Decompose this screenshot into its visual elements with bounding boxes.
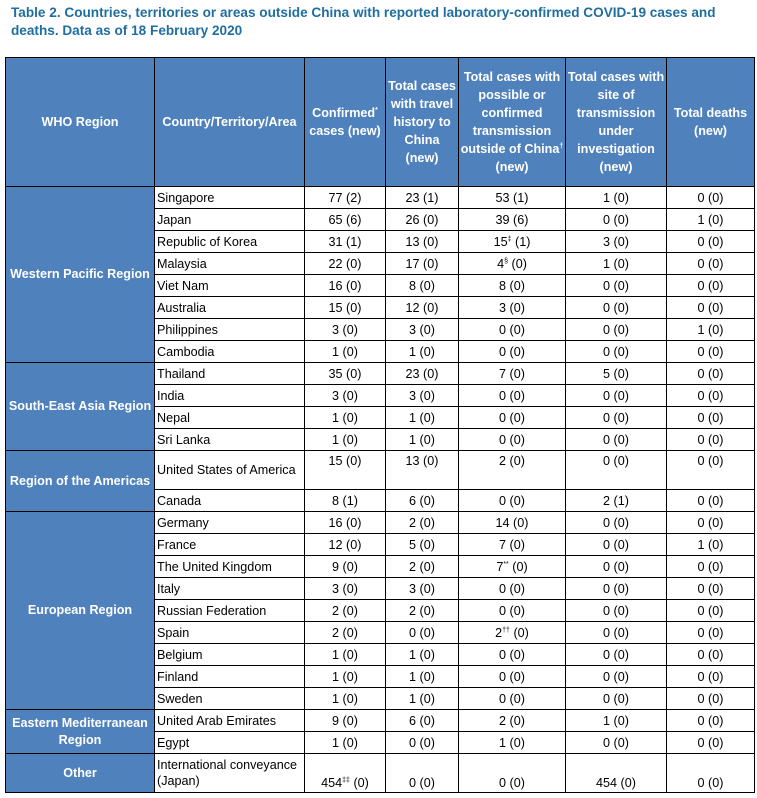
deaths-cell: 0 (0) xyxy=(667,754,755,793)
confirmed-cell: 1 (0) xyxy=(305,429,386,451)
travel-cell: 17 (0) xyxy=(386,253,459,275)
confirmed-cell: 454‡‡ (0) xyxy=(305,754,386,793)
country-cell: Egypt xyxy=(155,732,305,754)
header-total-deaths: Total deaths (new) xyxy=(667,58,755,187)
travel-cell: 0 (0) xyxy=(386,754,459,793)
footnote-mark: § xyxy=(504,257,509,265)
deaths-cell: 0 (0) xyxy=(667,385,755,407)
outside-cell: 4§ (0) xyxy=(459,253,566,275)
investigation-cell: 1 (0) xyxy=(566,253,667,275)
deaths-cell: 0 (0) xyxy=(667,363,755,385)
table-caption: Table 2. Countries, territories or areas outside China with reported laboratory-confirmed COVID-19 cases and deaths. Data as of 18 February 2020 xyxy=(11,5,716,38)
country-cell: Thailand xyxy=(155,363,305,385)
confirmed-cell: 22 (0) xyxy=(305,253,386,275)
confirmed-cell: 16 (0) xyxy=(305,275,386,297)
investigation-cell: 0 (0) xyxy=(566,600,667,622)
region-cell: European Region xyxy=(6,512,155,710)
investigation-cell: 0 (0) xyxy=(566,732,667,754)
country-cell: Canada xyxy=(155,490,305,512)
travel-cell: 2 (0) xyxy=(386,600,459,622)
country-cell: Sri Lanka xyxy=(155,429,305,451)
header-under-investigation: Total cases with site of transmission under investigation (new) xyxy=(566,58,667,187)
header-confirmed: Confirmed* cases (new) xyxy=(305,58,386,187)
investigation-cell: 0 (0) xyxy=(566,407,667,429)
deaths-cell: 0 (0) xyxy=(667,275,755,297)
country-cell: Viet Nam xyxy=(155,275,305,297)
header-row xyxy=(6,58,755,187)
outside-cell: 15‡ (1) xyxy=(459,231,566,253)
outside-cell: 0 (0) xyxy=(459,666,566,688)
outside-cell: 7 (0) xyxy=(459,363,566,385)
header-who-region: WHO Region xyxy=(6,58,155,187)
header-travel-history: Total cases with travel history to China (new) xyxy=(386,58,459,187)
travel-cell: 1 (0) xyxy=(386,666,459,688)
confirmed-cell: 1 (0) xyxy=(305,407,386,429)
table-row xyxy=(6,754,755,793)
confirmed-cell: 3 (0) xyxy=(305,319,386,341)
investigation-cell: 0 (0) xyxy=(566,534,667,556)
investigation-cell: 0 (0) xyxy=(566,666,667,688)
confirmed-cell: 9 (0) xyxy=(305,556,386,578)
region-cell: Western Pacific Region xyxy=(6,187,155,363)
investigation-cell: 0 (0) xyxy=(566,688,667,710)
country-cell: Spain xyxy=(155,622,305,644)
travel-cell: 2 (0) xyxy=(386,556,459,578)
outside-cell: 0 (0) xyxy=(459,407,566,429)
deaths-cell: 0 (0) xyxy=(667,512,755,534)
confirmed-cell: 1 (0) xyxy=(305,666,386,688)
deaths-cell: 0 (0) xyxy=(667,578,755,600)
confirmed-cell: 1 (0) xyxy=(305,732,386,754)
covid-cases-table xyxy=(5,57,755,793)
country-cell: International conveyance (Japan) xyxy=(155,754,305,793)
footnote-mark: † xyxy=(559,142,564,150)
outside-cell: 14 (0) xyxy=(459,512,566,534)
deaths-cell: 0 (0) xyxy=(667,622,755,644)
confirmed-cell: 35 (0) xyxy=(305,363,386,385)
deaths-cell: 0 (0) xyxy=(667,429,755,451)
travel-cell: 1 (0) xyxy=(386,341,459,363)
confirmed-cell: 2 (0) xyxy=(305,622,386,644)
travel-cell: 5 (0) xyxy=(386,534,459,556)
table-row xyxy=(6,451,755,490)
confirmed-cell: 15 (0) xyxy=(305,451,386,490)
investigation-cell: 0 (0) xyxy=(566,512,667,534)
confirmed-cell: 12 (0) xyxy=(305,534,386,556)
confirmed-cell: 1 (0) xyxy=(305,341,386,363)
investigation-cell: 0 (0) xyxy=(566,209,667,231)
deaths-cell: 0 (0) xyxy=(667,666,755,688)
investigation-cell: 1 (0) xyxy=(566,187,667,209)
deaths-cell: 0 (0) xyxy=(667,231,755,253)
deaths-cell: 0 (0) xyxy=(667,451,755,490)
travel-cell: 3 (0) xyxy=(386,385,459,407)
country-cell: Australia xyxy=(155,297,305,319)
investigation-cell: 3 (0) xyxy=(566,231,667,253)
deaths-cell: 0 (0) xyxy=(667,556,755,578)
travel-cell: 13 (0) xyxy=(386,231,459,253)
country-cell: Finland xyxy=(155,666,305,688)
travel-cell: 1 (0) xyxy=(386,429,459,451)
table-row xyxy=(6,363,755,385)
country-cell: Cambodia xyxy=(155,341,305,363)
investigation-cell: 5 (0) xyxy=(566,363,667,385)
travel-cell: 0 (0) xyxy=(386,622,459,644)
outside-cell: 2 (0) xyxy=(459,451,566,490)
footnote-mark: ‡‡ xyxy=(342,776,350,784)
confirmed-cell: 3 (0) xyxy=(305,578,386,600)
deaths-cell: 1 (0) xyxy=(667,209,755,231)
footnote-mark: †† xyxy=(502,626,510,634)
investigation-cell: 0 (0) xyxy=(566,451,667,490)
outside-cell: 3 (0) xyxy=(459,297,566,319)
travel-cell: 1 (0) xyxy=(386,407,459,429)
confirmed-cell: 16 (0) xyxy=(305,512,386,534)
country-cell: Singapore xyxy=(155,187,305,209)
confirmed-cell: 31 (1) xyxy=(305,231,386,253)
country-cell: India xyxy=(155,385,305,407)
outside-cell: 0 (0) xyxy=(459,754,566,793)
deaths-cell: 0 (0) xyxy=(667,341,755,363)
deaths-cell: 0 (0) xyxy=(667,688,755,710)
country-cell: Philippines xyxy=(155,319,305,341)
outside-cell: 8 (0) xyxy=(459,275,566,297)
deaths-cell: 0 (0) xyxy=(667,732,755,754)
investigation-cell: 0 (0) xyxy=(566,275,667,297)
deaths-cell: 0 (0) xyxy=(667,490,755,512)
outside-cell: 7 (0) xyxy=(459,534,566,556)
outside-cell: 0 (0) xyxy=(459,600,566,622)
investigation-cell: 454 (0) xyxy=(566,754,667,793)
investigation-cell: 0 (0) xyxy=(566,297,667,319)
country-cell: Russian Federation xyxy=(155,600,305,622)
confirmed-cell: 77 (2) xyxy=(305,187,386,209)
outside-cell: 7** (0) xyxy=(459,556,566,578)
footnote-mark: * xyxy=(375,106,378,114)
table-body xyxy=(6,187,755,793)
investigation-cell: 1 (0) xyxy=(566,710,667,732)
travel-cell: 8 (0) xyxy=(386,275,459,297)
region-cell: South-East Asia Region xyxy=(6,363,155,451)
deaths-cell: 0 (0) xyxy=(667,407,755,429)
investigation-cell: 0 (0) xyxy=(566,578,667,600)
country-cell: Sweden xyxy=(155,688,305,710)
travel-cell: 6 (0) xyxy=(386,490,459,512)
footnote-mark: ‡ xyxy=(507,235,512,243)
deaths-cell: 0 (0) xyxy=(667,253,755,275)
deaths-cell: 0 (0) xyxy=(667,297,755,319)
header-country: Country/Territory/Area xyxy=(155,58,305,187)
investigation-cell: 2 (1) xyxy=(566,490,667,512)
table-row xyxy=(6,710,755,732)
investigation-cell: 0 (0) xyxy=(566,556,667,578)
deaths-cell: 0 (0) xyxy=(667,644,755,666)
region-cell: Other xyxy=(6,754,155,793)
investigation-cell: 0 (0) xyxy=(566,644,667,666)
outside-cell: 0 (0) xyxy=(459,341,566,363)
country-cell: United Arab Emirates xyxy=(155,710,305,732)
outside-cell: 0 (0) xyxy=(459,688,566,710)
country-cell: United States of America xyxy=(155,451,305,490)
travel-cell: 3 (0) xyxy=(386,319,459,341)
travel-cell: 1 (0) xyxy=(386,644,459,666)
travel-cell: 3 (0) xyxy=(386,578,459,600)
travel-cell: 13 (0) xyxy=(386,451,459,490)
confirmed-cell: 65 (6) xyxy=(305,209,386,231)
deaths-cell: 0 (0) xyxy=(667,187,755,209)
country-cell: Italy xyxy=(155,578,305,600)
region-cell: Eastern Mediterranean Region xyxy=(6,710,155,754)
confirmed-cell: 2 (0) xyxy=(305,600,386,622)
country-cell: Nepal xyxy=(155,407,305,429)
confirmed-cell: 1 (0) xyxy=(305,644,386,666)
deaths-cell: 0 (0) xyxy=(667,600,755,622)
country-cell: France xyxy=(155,534,305,556)
confirmed-cell: 15 (0) xyxy=(305,297,386,319)
deaths-cell: 1 (0) xyxy=(667,534,755,556)
region-cell: Region of the Americas xyxy=(6,451,155,512)
investigation-cell: 0 (0) xyxy=(566,341,667,363)
travel-cell: 12 (0) xyxy=(386,297,459,319)
investigation-cell: 0 (0) xyxy=(566,622,667,644)
outside-cell: 0 (0) xyxy=(459,490,566,512)
travel-cell: 23 (0) xyxy=(386,363,459,385)
investigation-cell: 0 (0) xyxy=(566,385,667,407)
travel-cell: 2 (0) xyxy=(386,512,459,534)
outside-cell: 2†† (0) xyxy=(459,622,566,644)
outside-cell: 0 (0) xyxy=(459,578,566,600)
confirmed-cell: 9 (0) xyxy=(305,710,386,732)
outside-cell: 0 (0) xyxy=(459,319,566,341)
country-cell: Belgium xyxy=(155,644,305,666)
travel-cell: 6 (0) xyxy=(386,710,459,732)
deaths-cell: 1 (0) xyxy=(667,319,755,341)
confirmed-cell: 8 (1) xyxy=(305,490,386,512)
deaths-cell: 0 (0) xyxy=(667,710,755,732)
footnote-mark: ** xyxy=(503,560,509,568)
travel-cell: 1 (0) xyxy=(386,688,459,710)
investigation-cell: 0 (0) xyxy=(566,319,667,341)
travel-cell: 23 (1) xyxy=(386,187,459,209)
travel-cell: 26 (0) xyxy=(386,209,459,231)
country-cell: Germany xyxy=(155,512,305,534)
country-cell: The United Kingdom xyxy=(155,556,305,578)
country-cell: Republic of Korea xyxy=(155,231,305,253)
table-row xyxy=(6,512,755,534)
table-row xyxy=(6,187,755,209)
outside-cell: 0 (0) xyxy=(459,644,566,666)
outside-cell: 1 (0) xyxy=(459,732,566,754)
outside-cell: 0 (0) xyxy=(459,385,566,407)
travel-cell: 0 (0) xyxy=(386,732,459,754)
outside-cell: 53 (1) xyxy=(459,187,566,209)
outside-cell: 0 (0) xyxy=(459,429,566,451)
country-cell: Japan xyxy=(155,209,305,231)
outside-cell: 2 (0) xyxy=(459,710,566,732)
confirmed-cell: 3 (0) xyxy=(305,385,386,407)
header-outside-transmission: Total cases with possible or confirmed transmission outside of China† (new) xyxy=(459,58,566,187)
country-cell: Malaysia xyxy=(155,253,305,275)
investigation-cell: 0 (0) xyxy=(566,429,667,451)
confirmed-cell: 1 (0) xyxy=(305,688,386,710)
outside-cell: 39 (6) xyxy=(459,209,566,231)
